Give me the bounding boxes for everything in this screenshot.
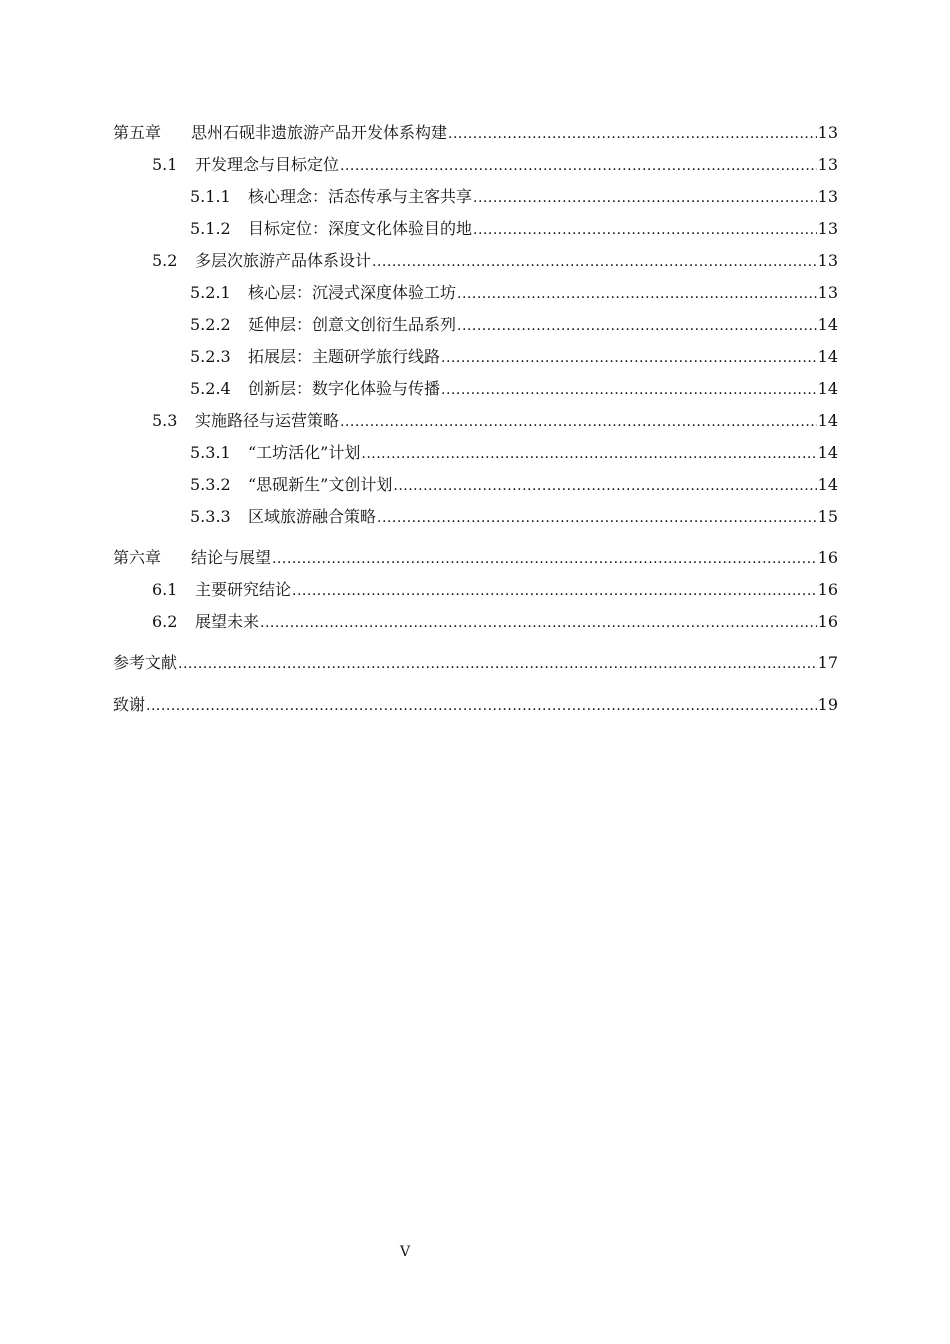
toc-entry-line	[190, 313, 838, 335]
toc-entry-page-number: 14	[817, 315, 838, 334]
toc-dot-leader	[260, 612, 817, 632]
toc-entry-title: 展望未来	[195, 612, 260, 631]
toc-entry-number: 5.1.2	[190, 219, 231, 238]
toc-entry-line	[190, 505, 838, 527]
toc-entry-title: 参考文献	[113, 653, 178, 672]
toc-entry[interactable]	[0, 691, 950, 715]
toc-entry-page-number: 14	[817, 475, 838, 494]
toc-dot-leader	[457, 283, 817, 303]
toc-entry-number: 5.2.4	[190, 379, 231, 398]
toc-entry-line	[190, 281, 838, 303]
toc-entry-page-number: 13	[817, 251, 838, 270]
toc-entry-page-number: 13	[817, 155, 838, 174]
toc-dot-leader	[292, 580, 817, 600]
toc-entry[interactable]	[0, 608, 950, 632]
toc-dot-leader	[448, 123, 817, 143]
toc-entry-page-number: 13	[817, 283, 838, 302]
toc-entry-line	[190, 185, 838, 207]
toc-entry-line	[152, 249, 838, 271]
toc-entry[interactable]	[0, 279, 950, 303]
toc-entry-number: 5.2.2	[190, 315, 231, 334]
toc-entry-number: 6.1	[152, 580, 178, 599]
toc-entry[interactable]	[0, 183, 950, 207]
toc-entry-page-number: 19	[817, 695, 838, 714]
toc-entry[interactable]	[0, 119, 950, 143]
toc-entry-line	[113, 546, 838, 568]
toc-entry-page-number: 16	[817, 580, 838, 599]
toc-dot-leader	[441, 347, 817, 367]
toc-entry-page-number: 14	[817, 411, 838, 430]
toc-entry-line	[190, 473, 838, 495]
toc-entry[interactable]	[0, 311, 950, 335]
toc-entry[interactable]	[0, 151, 950, 175]
toc-entry[interactable]	[0, 247, 950, 271]
toc-entry-line	[113, 693, 838, 715]
toc-entry-title: 目标定位：深度文化体验目的地	[248, 219, 473, 238]
toc-entry-page-number: 16	[817, 548, 838, 567]
toc-dot-leader	[457, 315, 817, 335]
toc-dot-leader	[361, 443, 816, 463]
toc-entry-title: 拓展层：主题研学旅行线路	[248, 347, 441, 366]
toc-entry[interactable]	[0, 407, 950, 431]
toc-entry-title: 主要研究结论	[195, 580, 292, 599]
toc-dot-leader	[178, 653, 817, 673]
toc-entry-line	[190, 217, 838, 239]
toc-entry-line	[190, 441, 838, 463]
toc-dot-leader	[340, 155, 817, 175]
toc-entry-page-number: 16	[817, 612, 838, 631]
toc-entry-number: 5.3.2	[190, 475, 231, 494]
toc-entry-page-number: 13	[817, 123, 838, 142]
toc-entry[interactable]	[0, 471, 950, 495]
toc-entry-line	[152, 153, 838, 175]
toc-dot-leader	[393, 475, 816, 495]
toc-entry-line	[152, 578, 838, 600]
page-footer-number: V	[399, 1244, 411, 1260]
toc-entry-line	[152, 610, 838, 632]
toc-entry[interactable]	[0, 544, 950, 568]
toc-entry-line	[113, 651, 838, 673]
toc-entry-page-number: 13	[817, 219, 838, 238]
toc-entry-number: 5.2.3	[190, 347, 231, 366]
toc-entry-number: 第五章	[113, 123, 162, 142]
toc-entry-title: 核心层：沉浸式深度体验工坊	[248, 283, 457, 302]
toc-entry-line	[190, 345, 838, 367]
toc-entry[interactable]	[0, 215, 950, 239]
toc-entry-number: 5.3.1	[190, 443, 231, 462]
toc-dot-leader	[272, 548, 817, 568]
toc-entry-number: 5.3	[152, 411, 178, 430]
toc-dot-leader	[340, 411, 817, 431]
toc-entry-page-number: 13	[817, 187, 838, 206]
toc-dot-leader	[473, 219, 817, 239]
toc-entry-number: 第六章	[113, 548, 162, 567]
toc-entry[interactable]	[0, 343, 950, 367]
toc-dot-leader	[377, 507, 817, 527]
toc-entry-page-number: 17	[817, 653, 838, 672]
toc-entry[interactable]	[0, 649, 950, 673]
toc-entry-title: 开发理念与目标定位	[195, 155, 340, 174]
toc-entry-number: 5.2	[152, 251, 178, 270]
toc-entry-line	[190, 377, 838, 399]
toc-dot-leader	[146, 695, 817, 715]
toc-entry-title: 多层次旅游产品体系设计	[195, 251, 372, 270]
toc-entry-number: 6.2	[152, 612, 178, 631]
toc-dot-leader	[372, 251, 817, 271]
toc-entry-page-number: 14	[817, 443, 838, 462]
toc-entry-title: 延伸层：创意文创衍生品系列	[248, 315, 457, 334]
toc-entry[interactable]	[0, 375, 950, 399]
toc-entry-title: 区域旅游融合策略	[248, 507, 377, 526]
toc-entry[interactable]	[0, 503, 950, 527]
toc-dot-leader	[441, 379, 817, 399]
toc-entry-line	[113, 121, 838, 143]
toc-entry-title: 核心理念：活态传承与主客共享	[248, 187, 473, 206]
toc-entry-title: 结论与展望	[191, 548, 272, 567]
toc-entry-title: 创新层：数字化体验与传播	[248, 379, 441, 398]
toc-entry[interactable]	[0, 576, 950, 600]
toc-entry-title: “思砚新生”文创计划	[248, 475, 393, 494]
toc-entry-number: 5.1	[152, 155, 178, 174]
toc-entry-page-number: 14	[817, 379, 838, 398]
toc-entry-title: 实施路径与运营策略	[195, 411, 340, 430]
toc-dot-leader	[473, 187, 817, 207]
toc-entry-title: 思州石砚非遗旅游产品开发体系构建	[191, 123, 448, 142]
toc-entry-title: “工坊活化”计划	[248, 443, 361, 462]
toc-entry[interactable]	[0, 439, 950, 463]
toc-entry-title: 致谢	[113, 695, 146, 714]
toc-entry-line	[152, 409, 838, 431]
toc-entry-page-number: 15	[817, 507, 838, 526]
toc-entry-number: 5.3.3	[190, 507, 231, 526]
toc-entry-page-number: 14	[817, 347, 838, 366]
toc-entry-number: 5.2.1	[190, 283, 231, 302]
toc-entry-number: 5.1.1	[190, 187, 231, 206]
